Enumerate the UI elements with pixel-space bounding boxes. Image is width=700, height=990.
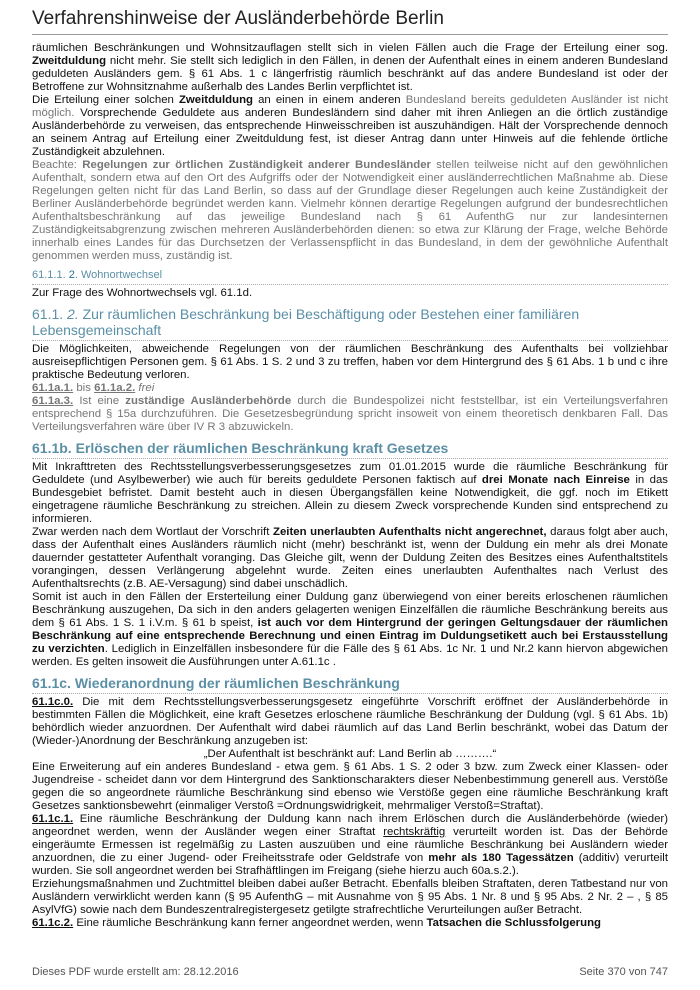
text-bold: zuständige Ausländerbehörde xyxy=(125,395,292,407)
text: 61.1.1. xyxy=(32,269,69,281)
text-bold: drei Monate nach Einreise xyxy=(481,474,630,486)
footer-page-number: Seite 370 von 747 xyxy=(579,966,668,978)
page-footer xyxy=(32,966,668,978)
text: in das Bundesgebiet befristet. Damit besteht auch in diesen Übergangsfällen keine Notwendigkeit, die ggf. noch im Etikett eingetragene räumliche Beschränkung zu streichen. Allein zu diesem Zweck vorsprechende Kunden sind entsprechend zu informieren. xyxy=(32,474,668,525)
paragraph-ref[interactable]: 61.1a.1. xyxy=(32,382,74,394)
text: Eine räumliche Beschränkung kann ferner angeordnet werden, wenn xyxy=(73,917,427,929)
text: Eine räumliche Beschränkung der Duldung kann nach ihrem Erlöschen durch die Ausländerbehörde (wieder) angeordnet werden, wenn der Ausländer wegen einer Straftat xyxy=(32,813,668,838)
intro-paragraph-3 xyxy=(32,159,668,263)
text-bold: Zweitduldung xyxy=(32,55,107,67)
section-61-1-2-paragraph-3 xyxy=(32,395,668,434)
text: Beachte: xyxy=(32,159,83,171)
text-bold: Tatsachen die Schlussfolgerung xyxy=(426,917,601,929)
section-61-1b-paragraph-2 xyxy=(32,526,668,591)
paragraph-ref[interactable]: 61.1c.2. xyxy=(32,917,74,929)
section-61-1c-paragraph-1 xyxy=(32,813,668,878)
paragraph-ref[interactable]: 61.1a.3. xyxy=(32,395,74,407)
text-italic: frei xyxy=(135,382,155,394)
text-underlined: rechtskräftig xyxy=(383,826,446,838)
text: Vorsprechende Geduldete aus anderen Bundesländern sind daher mit ihren Anliegen an die örtlich zuständige Ausländerbehörde zu verweisen, das entsprechende Hinweisschreiben ist auszuhändigen. Hält der Vorsprechende dennoch an seinem Antrag auf Erteilung einer Zweitduldung fest, ist dieser Antrag dann unter Hinweis auf die fehlende örtliche Zuständigkeit abzulehnen. xyxy=(32,107,668,158)
text: verurteilt worden ist. Das der Behörde eingeräumte Ermessen ist regelmäßig zu Lasten auszuüben und eine räumliche Beschränkung bei Ausländern wieder anzuordnen, die zu einer Jugend- oder Freiheitsstrafe oder Geldstrafe von xyxy=(32,826,668,864)
text-gray: Bundesland bereits geduldeten Ausländer ist nicht möglich. xyxy=(32,94,668,119)
text: Mit Inkrafttreten des Rechtsstellungsverbesserungsgesetzes zum 01.01.2015 wurde die räumliche Beschränkung für Geduldete (und Asylbewerber) wie auch für bereits geduldete Personen faktisch auf xyxy=(32,461,668,486)
intro-paragraph-2 xyxy=(32,94,668,159)
text-bold: Zeiten unerlaubten Aufenthalts nicht angerechnet, xyxy=(272,526,547,538)
text: (additiv) verurteilt wurden. Sie soll angeordnet werden bei Strafhäftlingen im Freigang (siehe hierzu auch 60a.s.2.). xyxy=(32,852,668,877)
text: bis xyxy=(73,382,95,394)
document-body xyxy=(32,42,668,930)
section-61-1c-quote: „Der Aufenthalt ist beschränkt auf: Land Berlin ab ……….“ xyxy=(203,748,497,760)
section-61-1c-paragraph-2 xyxy=(32,917,668,930)
paragraph-ref[interactable]: 61.1a.2. xyxy=(94,382,136,394)
text-italic: 2. xyxy=(67,306,79,322)
text: 2 xyxy=(68,269,75,281)
text: Somit ist auch in den Fällen der Ersterteilung einer Duldung ganz überwiegend von einer bereits erloschenen räumlichen Beschränkung auszugehen, Da sich in den anders gelagerten wenigen Einzelfällen die räumliche Beschränkung bereits aus dem § 61 Abs. 1 S. 1 i.V.m. § 61 b speist, xyxy=(32,591,668,629)
section-heading-61-1c: 61.1c. Wiederanordnung der räumlichen Beschränkung xyxy=(32,675,668,694)
text: Die mit dem Rechtsstellungsverbesserungsgesetz eingeführte Vorschrift eröffnet der Ausländerbehörde in bestimmten Fällen die Möglichkeit, eine kraft Gesetzes erloschene räumliche Beschränkung der Duldung (vgl. § 61 Abs. 1b) behördlich wieder anzuordnen. Der Aufenthalt wird dabei räumlich auf das Land Berlin beschränkt, wobei das Datum der (Wieder-)Anordnung der Beschränkung anzugeben ist: xyxy=(32,696,668,747)
text: Zur räumlichen Beschränkung bei Beschäftigung oder Bestehen einer familiären Lebensgemeinschaft xyxy=(32,306,580,338)
footer-created-date: Dieses PDF wurde erstellt am: 28.12.2016 xyxy=(32,966,239,978)
text: . Wohnortwechsel xyxy=(74,269,163,281)
section-heading-61-1-2 xyxy=(32,306,668,341)
text: daraus folgt aber auch, dass der Aufenthalt eines Ausländers räumlich nicht (mehr) beschränkt ist, wenn der Duldung ein mehr als drei Monate dauernder gestatteter Aufenthalt voranging. Das Gleiche gilt, wenn der Duldung Zeiten des Besitzes eines Aufenthaltstitels vorangingen, dessen Verlängerung abgelehnt wurde. Zeiten eines unerlaubten Aufenthaltes nach Verlust des Aufenthaltsrechts (z.B. AE-Versagung) sind dabei unschädlich. xyxy=(32,526,668,590)
page-title: Verfahrenshinweise der Ausländerbehörde Berlin xyxy=(32,8,444,29)
section-61-1c-paragraph-1b: Erziehungsmaßnahmen und Zuchtmittel bleiben dabei außer Betracht. Ebenfalls bleiben Straftaten, deren Tatbestand nur von Ausländern verwirklicht werden kann (§ 95 AufenthG – mit Ausnahme von § 95 Abs. 1 Nr. 8 und § 95 Abs. 2 Nr. 2 – , § 85 AsylVfG) sowie nach dem Bundeszentralregistergesetz getilgte strafrechtliche Verurteilungen außer Betracht. xyxy=(32,878,668,916)
section-61-1b-paragraph-3 xyxy=(32,591,668,669)
text-bold: mehr als 180 Tagessätzen xyxy=(428,852,574,864)
text-bold: ist auch vor dem Hintergrund der geringen Geltungsdauer der räumlichen Beschränkung auf eine entsprechende Berechnung und einen Eintrag im Duldungsetikett auch bei Erstausstellung zu verzichten xyxy=(32,617,668,655)
section-61-1c-paragraph-0b: Eine Erweiterung auf ein anderes Bundesland - etwa gem. § 61 Abs. 1 S. 2 oder 3 bzw. zum Zweck einer Klassen- oder Jugendreise - scheidet dann vor dem Hintergrund des Sanktionscharakters dieser Nebenbestimmung generell aus. Verstöße gegen die so angeordnete räumliche Beschränkung sind ebenso wie Verstöße gegen eine räumliche Beschränkung kraft Gesetzes sanktionsbewehrt (einmaliger Verstoß =Ordnungswidrigkeit, mehrmaliger Verstoß=Straftat). xyxy=(32,761,668,812)
section-61-1c-paragraph-0 xyxy=(32,696,668,748)
section-61-1-2-paragraph-1: Die Möglichkeiten, abweichende Regelungen von der räumlichen Beschränkung des Aufenthalts bei vollziehbar ausreisepflichtigen Personen gem. § 61 Abs. 1 S. 2 und 3 zu treffen, haben vor dem Hintergrund des § 61 Abs. 1 b und c ihre praktische Bedeutung verloren. xyxy=(32,343,668,381)
text-bold: Zweitduldung xyxy=(178,94,253,106)
text: 61.1. xyxy=(32,306,68,322)
text: Ist eine xyxy=(73,395,126,407)
section-61-1-2-refs xyxy=(32,382,668,395)
section-heading-61-1-1-2 xyxy=(32,269,668,285)
page-header xyxy=(32,8,668,35)
text: Zwar werden nach dem Wortlaut der Vorschrift xyxy=(32,526,273,538)
text: nicht mehr. Sie stellt sich lediglich in den Fällen, in denen der Aufenthalt eines in einem anderen Bundesland geduldeten Ausländers gem. § 61 Abs. 1 c längerfristig räumlich beschränkt auf das andere Bundesland ist oder der Betroffene zur Wohnsitznahme außerhalb des Landes Berlin verpflichtet ist. xyxy=(32,55,668,93)
text: . Lediglich in Einzelfällen insbesondere für die Fälle des § 61 Abs. 1c Nr. 1 und Nr.2 kann hiervon abgewichen werden. Es gelten insoweit die Ausführungen unter A.61.1c . xyxy=(32,643,668,668)
text: stellen teilweise nicht auf den gewöhnlichen Aufenthalt, sondern etwa auf den Ort des Aufgriffs oder der Notwendigkeit einer ausländerrechtlichen Maßnahme ab. Diese Regelungen gelten nicht für das Land Berlin, so dass auf der Grundlage dieser Regelungen auch keine Zuständigkeit der Berliner Ausländerbehörde begründet werden kann. Vielmehr können derartige Regelungen aufgrund der bundesrechtlichen Aufenthaltsbeschränkung auf das jeweilige Bundesland nach § 61 AufenthG nur zur landesinternen Zuständigkeitsabgrenzung zwischen mehreren Ausländerbehörden dienen: so etwa zur Klärung der Frage, welche Behörde innerhalb eines Landes für das Durchsetzen der Verlassenspflicht in das Bundesland, in dem der gewöhnliche Aufenthalt genommen werden muss, zuständig ist. xyxy=(32,159,668,262)
section-heading-61-1b: 61.1b. Erlöschen der räumlichen Beschränkung kraft Gesetzes xyxy=(32,440,668,459)
text: durch die Bundespolizei nicht feststellbar, ist ein Verteilungsverfahren entsprechend § 15a durchzuführen. Die Gesetzesbegründung spricht insoweit von einem theoretisch denkbaren Fall. Das Verteilungsverfahren wäre über IV R 3 abzuwickeln. xyxy=(32,395,668,433)
paragraph-ref[interactable]: 61.1c.1. xyxy=(32,813,74,825)
section-61-1-1-text: Zur Frage des Wohnortwechsels vgl. 61.1d. xyxy=(32,287,253,299)
intro-paragraph-1 xyxy=(32,42,668,94)
text: räumlichen Beschränkungen und Wohnsitzauflagen stellt sich in vielen Fällen auch die Frage der Erteilung einer sog. xyxy=(32,42,668,54)
text-bold: Regelungen zur örtlichen Zuständigkeit anderer Bundesländer xyxy=(82,159,431,171)
paragraph-ref[interactable]: 61.1c.0. xyxy=(32,696,74,708)
section-61-1b-paragraph-1 xyxy=(32,461,668,526)
text: Die Erteilung einer solchen xyxy=(32,94,179,106)
text: an einen in einem anderen xyxy=(253,94,406,106)
